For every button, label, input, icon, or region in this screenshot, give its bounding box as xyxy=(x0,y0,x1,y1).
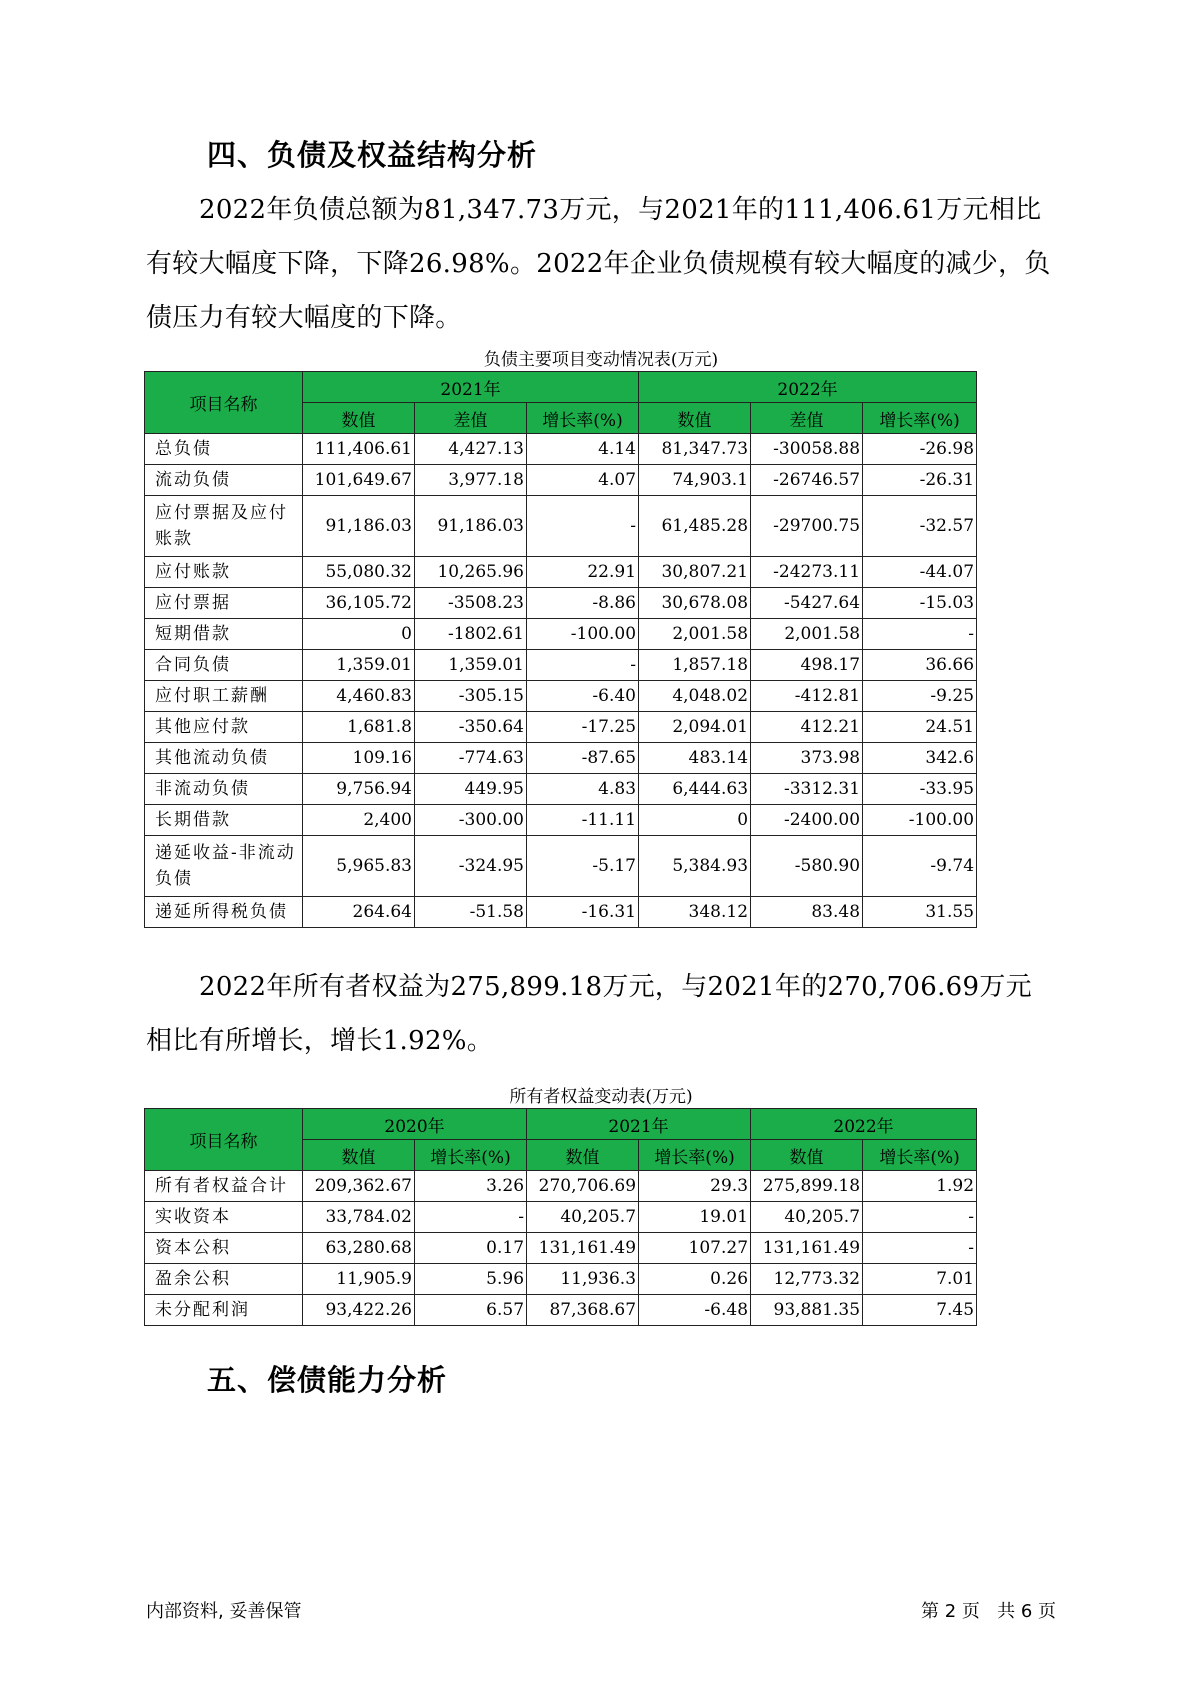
cell-value: -26.98 xyxy=(863,434,977,465)
cell-value: -15.03 xyxy=(863,588,977,619)
cell-value: -87.65 xyxy=(527,743,639,774)
year-2021-header: 2021年 xyxy=(303,372,639,403)
cell-value: 36,105.72 xyxy=(303,588,415,619)
cell-value: 2,001.58 xyxy=(751,619,863,650)
cell-value: 107.27 xyxy=(639,1233,751,1264)
cell-value: 24.51 xyxy=(863,712,977,743)
cell-value: 81,347.73 xyxy=(639,434,751,465)
cell-value: 10,265.96 xyxy=(415,557,527,588)
cell-value: 4.83 xyxy=(527,774,639,805)
sub-header: 增长率(%) xyxy=(863,1140,977,1171)
cell-value: 2,094.01 xyxy=(639,712,751,743)
table-row xyxy=(145,712,977,743)
item-name-header: 项目名称 xyxy=(145,372,303,434)
sub-header: 数值 xyxy=(527,1140,639,1171)
year-2022-header: 2022年 xyxy=(639,372,977,403)
cell-value: 275,899.18 xyxy=(751,1171,863,1202)
cell-value: 0 xyxy=(639,805,751,836)
row-label: 流动负债 xyxy=(145,465,303,496)
row-label: 其他应付款 xyxy=(145,712,303,743)
cell-value: 4.07 xyxy=(527,465,639,496)
table-row xyxy=(145,557,977,588)
cell-value: - xyxy=(863,1202,977,1233)
cell-value: -350.64 xyxy=(415,712,527,743)
cell-value: 131,161.49 xyxy=(751,1233,863,1264)
cell-value: -324.95 xyxy=(415,836,527,897)
cell-value: -9.74 xyxy=(863,836,977,897)
cell-value: 348.12 xyxy=(639,897,751,928)
table-row xyxy=(145,1202,977,1233)
sub-header: 增长率(%) xyxy=(639,1140,751,1171)
cell-value: 101,649.67 xyxy=(303,465,415,496)
year-2020-header: 2020年 xyxy=(303,1109,527,1140)
section-5-heading: 五、偿债能力分析 xyxy=(207,1363,448,1397)
cell-value: -51.58 xyxy=(415,897,527,928)
table-row xyxy=(145,1295,977,1326)
row-label: 所有者权益合计 xyxy=(145,1171,303,1202)
cell-value: -2400.00 xyxy=(751,805,863,836)
cell-value: 12,773.32 xyxy=(751,1264,863,1295)
sub-header: 差值 xyxy=(415,403,527,434)
cell-value: -9.25 xyxy=(863,681,977,712)
cell-value: - xyxy=(863,619,977,650)
liability-table-caption: 负债主要项目变动情况表(万元) xyxy=(483,350,719,370)
sub-header: 数值 xyxy=(303,403,415,434)
cell-value: 55,080.32 xyxy=(303,557,415,588)
table-row xyxy=(145,681,977,712)
cell-value: -6.40 xyxy=(527,681,639,712)
cell-value: 270,706.69 xyxy=(527,1171,639,1202)
table-row xyxy=(145,465,977,496)
cell-value: -17.25 xyxy=(527,712,639,743)
cell-value: 264.64 xyxy=(303,897,415,928)
cell-value: 74,903.1 xyxy=(639,465,751,496)
cell-value: 91,186.03 xyxy=(303,496,415,557)
cell-value: -412.81 xyxy=(751,681,863,712)
cell-value: 7.45 xyxy=(863,1295,977,1326)
cell-value: -774.63 xyxy=(415,743,527,774)
equity-table-caption: 所有者权益变动表(万元) xyxy=(509,1087,693,1107)
cell-value: 3.26 xyxy=(415,1171,527,1202)
cell-value: -100.00 xyxy=(527,619,639,650)
row-label: 短期借款 xyxy=(145,619,303,650)
cell-value: -6.48 xyxy=(639,1295,751,1326)
item-name-header: 项目名称 xyxy=(145,1109,303,1171)
cell-value: -8.86 xyxy=(527,588,639,619)
sub-header: 增长率(%) xyxy=(415,1140,527,1171)
cell-value: - xyxy=(415,1202,527,1233)
row-label: 盈余公积 xyxy=(145,1264,303,1295)
row-label: 应付票据 xyxy=(145,588,303,619)
table-row xyxy=(145,650,977,681)
cell-value: 5,384.93 xyxy=(639,836,751,897)
row-label: 递延所得税负债 xyxy=(145,897,303,928)
cell-value: 5.96 xyxy=(415,1264,527,1295)
row-label: 合同负债 xyxy=(145,650,303,681)
cell-value: 6.57 xyxy=(415,1295,527,1326)
cell-value: -1802.61 xyxy=(415,619,527,650)
cell-value: 3,977.18 xyxy=(415,465,527,496)
cell-value: 412.21 xyxy=(751,712,863,743)
cell-value: - xyxy=(863,1233,977,1264)
cell-value: 4,460.83 xyxy=(303,681,415,712)
cell-value: 2,001.58 xyxy=(639,619,751,650)
sub-header: 差值 xyxy=(751,403,863,434)
row-label: 递延收益-非流动负债 xyxy=(145,836,303,897)
cell-value: 4,048.02 xyxy=(639,681,751,712)
table-row xyxy=(145,434,977,465)
footer-confidential-note: 内部资料, 妥善保管 xyxy=(146,1601,302,1622)
row-label: 实收资本 xyxy=(145,1202,303,1233)
year-2022-header: 2022年 xyxy=(751,1109,977,1140)
cell-value: 1,681.8 xyxy=(303,712,415,743)
cell-value: 209,362.67 xyxy=(303,1171,415,1202)
row-label: 应付职工薪酬 xyxy=(145,681,303,712)
cell-value: 30,807.21 xyxy=(639,557,751,588)
cell-value: 1.92 xyxy=(863,1171,977,1202)
row-label: 其他流动负债 xyxy=(145,743,303,774)
cell-value: -30058.88 xyxy=(751,434,863,465)
sub-header: 数值 xyxy=(751,1140,863,1171)
sub-header: 增长率(%) xyxy=(527,403,639,434)
cell-value: 11,905.9 xyxy=(303,1264,415,1295)
cell-value: -3312.31 xyxy=(751,774,863,805)
cell-value: 498.17 xyxy=(751,650,863,681)
cell-value: - xyxy=(527,650,639,681)
table-row xyxy=(145,1264,977,1295)
cell-value: 2,400 xyxy=(303,805,415,836)
cell-value: -44.07 xyxy=(863,557,977,588)
footer-page-number: 第 2 页 共 6 页 xyxy=(921,1601,1056,1622)
cell-value: 4.14 xyxy=(527,434,639,465)
liability-change-table xyxy=(144,371,977,928)
cell-value: 5,965.83 xyxy=(303,836,415,897)
cell-value: 4,427.13 xyxy=(415,434,527,465)
table-row xyxy=(145,1233,977,1264)
table-row xyxy=(145,774,977,805)
row-label: 资本公积 xyxy=(145,1233,303,1264)
row-label: 总负债 xyxy=(145,434,303,465)
year-2021-header: 2021年 xyxy=(527,1109,751,1140)
cell-value: 0.17 xyxy=(415,1233,527,1264)
cell-value: 7.01 xyxy=(863,1264,977,1295)
cell-value: 342.6 xyxy=(863,743,977,774)
cell-value: -5427.64 xyxy=(751,588,863,619)
cell-value: -5.17 xyxy=(527,836,639,897)
cell-value: 9,756.94 xyxy=(303,774,415,805)
cell-value: 33,784.02 xyxy=(303,1202,415,1233)
table-row xyxy=(145,1171,977,1202)
table-row xyxy=(145,897,977,928)
cell-value: -305.15 xyxy=(415,681,527,712)
cell-value: 373.98 xyxy=(751,743,863,774)
cell-value: 87,368.67 xyxy=(527,1295,639,1326)
section-4-heading: 四、负债及权益结构分析 xyxy=(207,138,538,172)
sub-header: 增长率(%) xyxy=(863,403,977,434)
cell-value: -11.11 xyxy=(527,805,639,836)
cell-value: - xyxy=(527,496,639,557)
cell-value: 93,881.35 xyxy=(751,1295,863,1326)
table-row xyxy=(145,496,977,557)
cell-value: -300.00 xyxy=(415,805,527,836)
cell-value: 109.16 xyxy=(303,743,415,774)
cell-value: -24273.11 xyxy=(751,557,863,588)
table-row xyxy=(145,743,977,774)
cell-value: 63,280.68 xyxy=(303,1233,415,1264)
table-row xyxy=(145,836,977,897)
table-row xyxy=(145,588,977,619)
sub-header: 数值 xyxy=(639,403,751,434)
cell-value: 22.91 xyxy=(527,557,639,588)
cell-value: 131,161.49 xyxy=(527,1233,639,1264)
equity-change-table xyxy=(144,1108,977,1326)
cell-value: 11,936.3 xyxy=(527,1264,639,1295)
cell-value: -100.00 xyxy=(863,805,977,836)
cell-value: 0 xyxy=(303,619,415,650)
cell-value: -33.95 xyxy=(863,774,977,805)
cell-value: 29.3 xyxy=(639,1171,751,1202)
row-label: 未分配利润 xyxy=(145,1295,303,1326)
equity-summary-paragraph: 2022年所有者权益为275,899.18万元，与2021年的270,706.69万元相比有所增长，增长1.92%。 xyxy=(146,972,1032,1056)
row-label: 应付票据及应付账款 xyxy=(145,496,303,557)
liability-summary-paragraph: 2022年负债总额为81,347.73万元，与2021年的111,406.61万元相比有较大幅度下降，下降26.98%。2022年企业负债规模有较大幅度的减少，负债压力有较大幅度的下降。 xyxy=(146,195,1051,333)
cell-value: 483.14 xyxy=(639,743,751,774)
cell-value: 31.55 xyxy=(863,897,977,928)
cell-value: 30,678.08 xyxy=(639,588,751,619)
sub-header: 数值 xyxy=(303,1140,415,1171)
cell-value: -32.57 xyxy=(863,496,977,557)
cell-value: -16.31 xyxy=(527,897,639,928)
cell-value: -3508.23 xyxy=(415,588,527,619)
row-label: 长期借款 xyxy=(145,805,303,836)
cell-value: 449.95 xyxy=(415,774,527,805)
cell-value: 36.66 xyxy=(863,650,977,681)
cell-value: 6,444.63 xyxy=(639,774,751,805)
cell-value: 1,359.01 xyxy=(415,650,527,681)
cell-value: 93,422.26 xyxy=(303,1295,415,1326)
cell-value: 91,186.03 xyxy=(415,496,527,557)
cell-value: 19.01 xyxy=(639,1202,751,1233)
table-row xyxy=(145,619,977,650)
cell-value: 1,857.18 xyxy=(639,650,751,681)
cell-value: 1,359.01 xyxy=(303,650,415,681)
cell-value: -26746.57 xyxy=(751,465,863,496)
cell-value: 40,205.7 xyxy=(527,1202,639,1233)
table-row xyxy=(145,805,977,836)
cell-value: 61,485.28 xyxy=(639,496,751,557)
cell-value: -29700.75 xyxy=(751,496,863,557)
cell-value: 111,406.61 xyxy=(303,434,415,465)
cell-value: 83.48 xyxy=(751,897,863,928)
cell-value: 0.26 xyxy=(639,1264,751,1295)
row-label: 应付账款 xyxy=(145,557,303,588)
row-label: 非流动负债 xyxy=(145,774,303,805)
cell-value: 40,205.7 xyxy=(751,1202,863,1233)
cell-value: -580.90 xyxy=(751,836,863,897)
cell-value: -26.31 xyxy=(863,465,977,496)
